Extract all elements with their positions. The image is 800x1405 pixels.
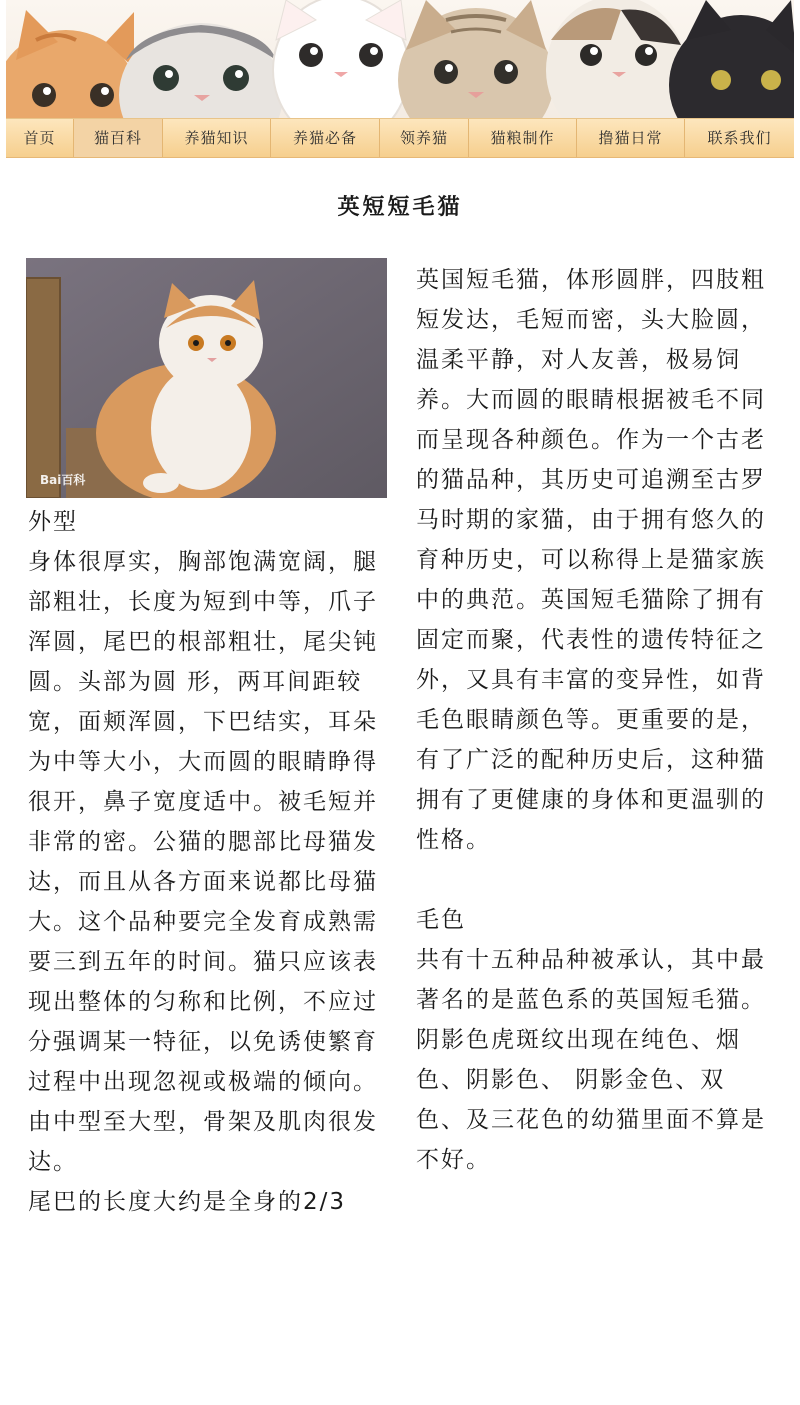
nav-item-cat-daily[interactable]: 撸猫日常 bbox=[577, 119, 685, 157]
main-nav bbox=[6, 118, 794, 158]
left-column bbox=[28, 502, 380, 1222]
cats-illustration bbox=[6, 0, 794, 118]
british-shorthair-photo bbox=[26, 258, 387, 498]
black-cat-icon bbox=[669, 0, 794, 118]
coat-color-heading: 毛色 bbox=[416, 907, 466, 933]
nav-item-cat-essentials[interactable]: 养猫必备 bbox=[271, 119, 380, 157]
nav-item-cat-care-knowledge[interactable]: 养猫知识 bbox=[163, 119, 271, 157]
header-banner bbox=[6, 0, 794, 118]
white-cat-icon bbox=[273, 0, 409, 118]
baidu-watermark: Bai百科 bbox=[40, 473, 86, 487]
nav-item-home[interactable]: 首页 bbox=[6, 119, 74, 157]
appearance-text: 身体很厚实，胸部饱满宽阔，腿部粗壮，长度为短到中等，爪子浑圆，尾巴的根部粗壮，尾尖钝圆。头部为圆 形，两耳间距较宽，面颊浑圆，下巴结实，耳朵为中等大小，大而圆的眼睛睁得很开，鼻子宽度适中。被毛短并非常的密。公猫的腮部比母猫发达，而且从各方面来说都比母猫大。这个品种要完全发育成熟需要三到五年的时间。猫只应该表现出整体的匀称和比例，不应过分强调某一特征，以免诱使繁育过程中出现忽视或极端的倾向。由中型至大型，骨架及肌肉很发达。 bbox=[28, 549, 378, 1175]
nav-item-cat-encyclopedia[interactable]: 猫百科 bbox=[74, 119, 163, 157]
tabby-cat-icon bbox=[398, 0, 554, 118]
coat-color-text: 共有十五种品种被承认，其中最著名的是蓝色系的英国短毛猫。阴影色虎斑纹出现在纯色、烟色、阴影色、 阴影金色、双色、及三花色的幼猫里面不算是不好。 bbox=[416, 947, 766, 1173]
nav-item-adopt-cat[interactable]: 领养猫 bbox=[380, 119, 469, 157]
orange-cat-icon bbox=[6, 10, 138, 118]
nav-item-cat-food[interactable]: 猫粮制作 bbox=[469, 119, 577, 157]
tail-text: 尾巴的长度大约是全身的2/3 bbox=[28, 1189, 347, 1215]
intro-text: 英国短毛猫，体形圆胖，四肢粗短发达，毛短而密，头大脸圆，温柔平静，对人友善，极易饲养。大而圆的眼睛根据被毛不同而呈现各种颜色。作为一个古老的猫品种，其历史可追溯至古罗马时期的家猫，由于拥有悠久的育种历史，可以称得上是猫家族中的典范。英国短毛猫除了拥有固定而聚，代表性的遗传特征之外，又具有丰富的变异性，如背毛色眼睛颜色等。更重要的是，有了广泛的配种历史后，这种猫拥有了更健康的身体和更温驯的性格。 bbox=[416, 267, 766, 853]
cat-photo bbox=[26, 258, 387, 498]
grey-cat-icon bbox=[119, 23, 283, 118]
right-column bbox=[416, 260, 766, 1180]
nav-item-contact-us[interactable]: 联系我们 bbox=[707, 129, 772, 147]
calico-cat-icon bbox=[546, 0, 686, 118]
page-title: 英短短毛猫 bbox=[337, 195, 463, 220]
spacer bbox=[416, 860, 766, 900]
appearance-heading: 外型 bbox=[28, 509, 78, 535]
